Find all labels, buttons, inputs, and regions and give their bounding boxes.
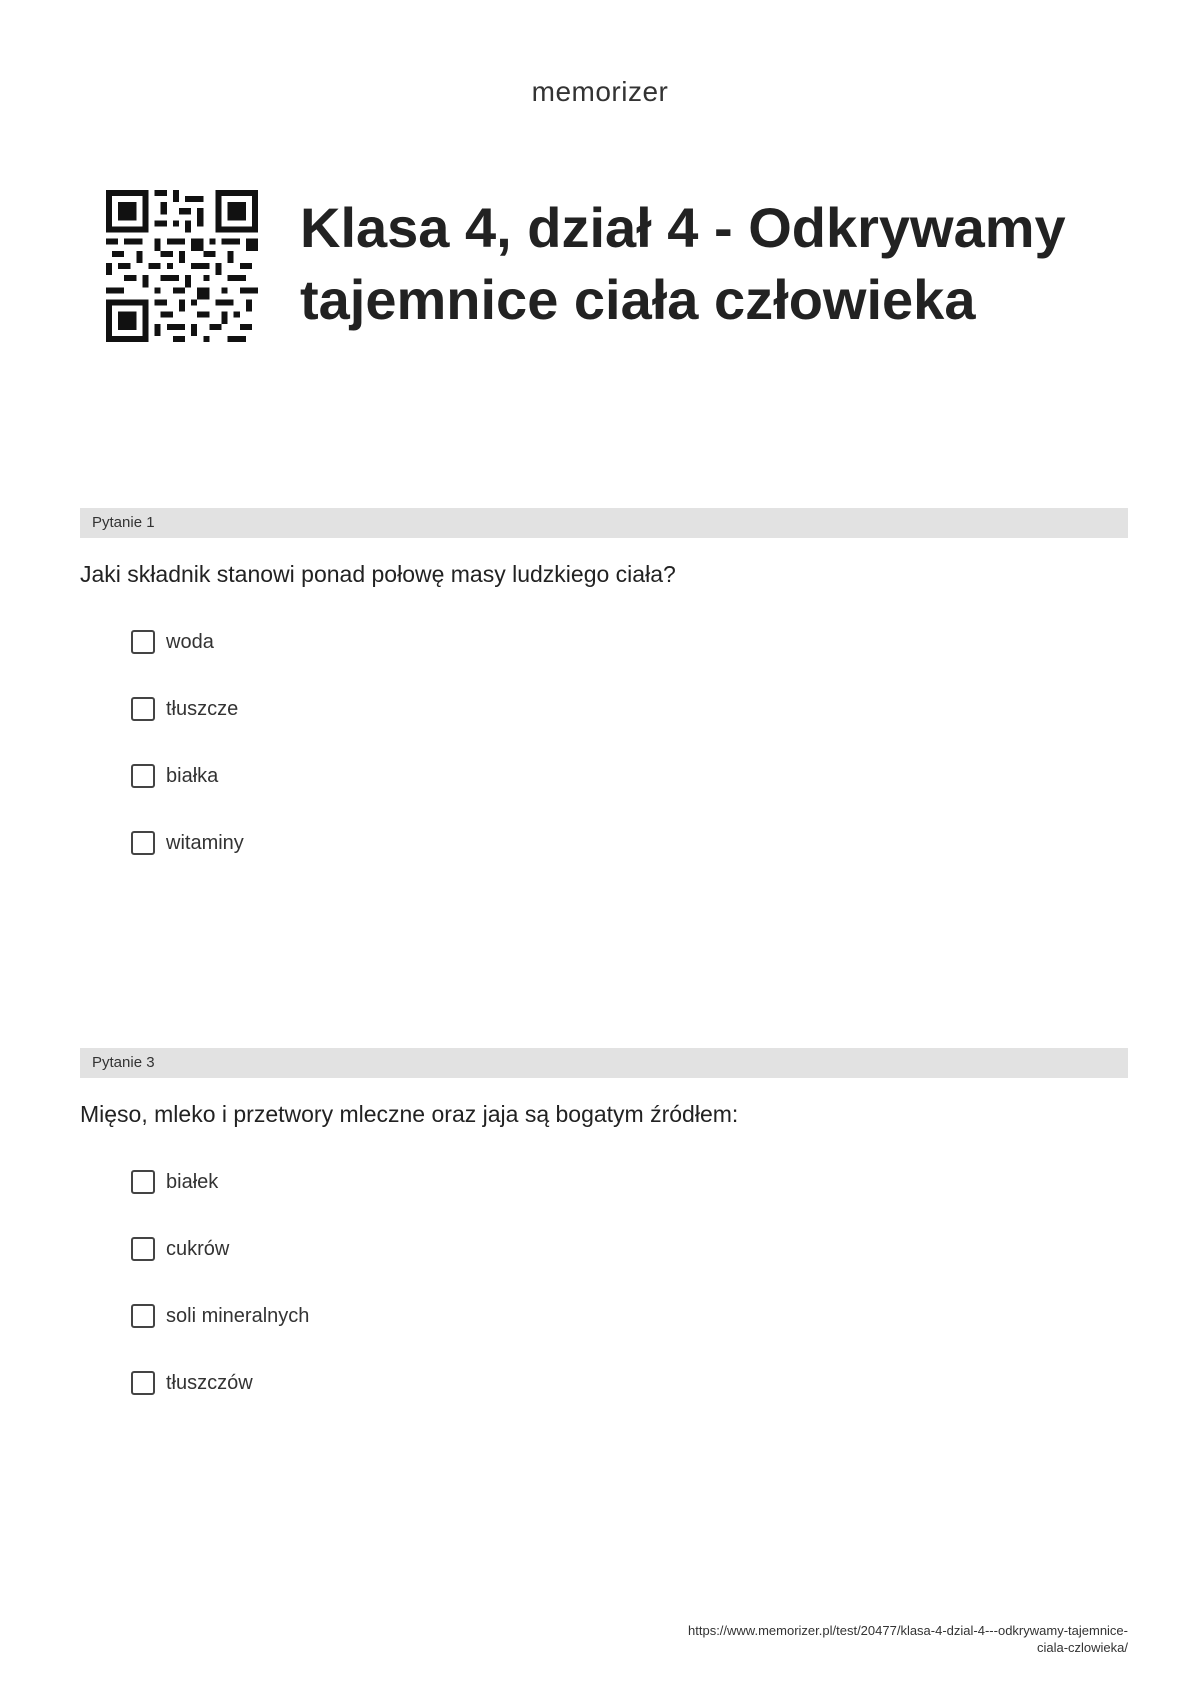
answer-label: białek — [166, 1171, 219, 1193]
qr-code-icon — [106, 190, 258, 342]
answer-label: tłuszcze — [166, 698, 239, 720]
source-url[interactable] — [568, 1622, 1128, 1656]
question-1 — [80, 508, 1128, 896]
source-url-line-2: ciala-czlowieka/ — [1036, 1640, 1128, 1655]
checkbox[interactable] — [131, 1304, 155, 1328]
answer-list — [80, 1168, 1128, 1436]
answer-option[interactable] — [131, 762, 1128, 829]
checkbox[interactable] — [131, 1170, 155, 1194]
answer-label: soli mineralnych — [166, 1305, 310, 1327]
checkbox[interactable] — [131, 831, 155, 855]
answer-option[interactable] — [131, 1235, 1128, 1302]
answer-option[interactable] — [131, 628, 1128, 695]
answer-label: białka — [166, 765, 219, 787]
question-number: Pytanie 1 — [80, 508, 1128, 538]
memorizer-logo: memorizer — [531, 76, 669, 107]
answer-option[interactable] — [131, 1302, 1128, 1369]
question-3 — [80, 1048, 1128, 1436]
answer-label: woda — [166, 631, 214, 653]
answer-list — [80, 628, 1128, 896]
checkbox[interactable] — [131, 1371, 155, 1395]
checkbox[interactable] — [131, 697, 155, 721]
answer-label: cukrów — [166, 1238, 230, 1260]
question-number: Pytanie 3 — [80, 1048, 1128, 1078]
answer-label: tłuszczów — [166, 1372, 253, 1394]
answer-label: witaminy — [166, 832, 244, 854]
checkbox[interactable] — [131, 1237, 155, 1261]
checkbox[interactable] — [131, 630, 155, 654]
source-url-line-1: https://www.memorizer.pl/test/20477/klasa-4-dzial-4---odkrywamy-tajemnice- — [688, 1623, 1128, 1638]
page-title: Klasa 4, dział 4 - Odkrywamy tajemnice ciała człowieka — [300, 196, 1066, 331]
checkbox[interactable] — [131, 764, 155, 788]
question-text: Mięso, mleko i przetwory mleczne oraz jaja są bogatym źródłem: — [80, 1101, 739, 1127]
question-text: Jaki składnik stanowi ponad połowę masy ludzkiego ciała? — [80, 561, 676, 587]
answer-option[interactable] — [131, 1168, 1128, 1235]
answer-option[interactable] — [131, 695, 1128, 762]
answer-option[interactable] — [131, 1369, 1128, 1436]
answer-option[interactable] — [131, 829, 1128, 896]
